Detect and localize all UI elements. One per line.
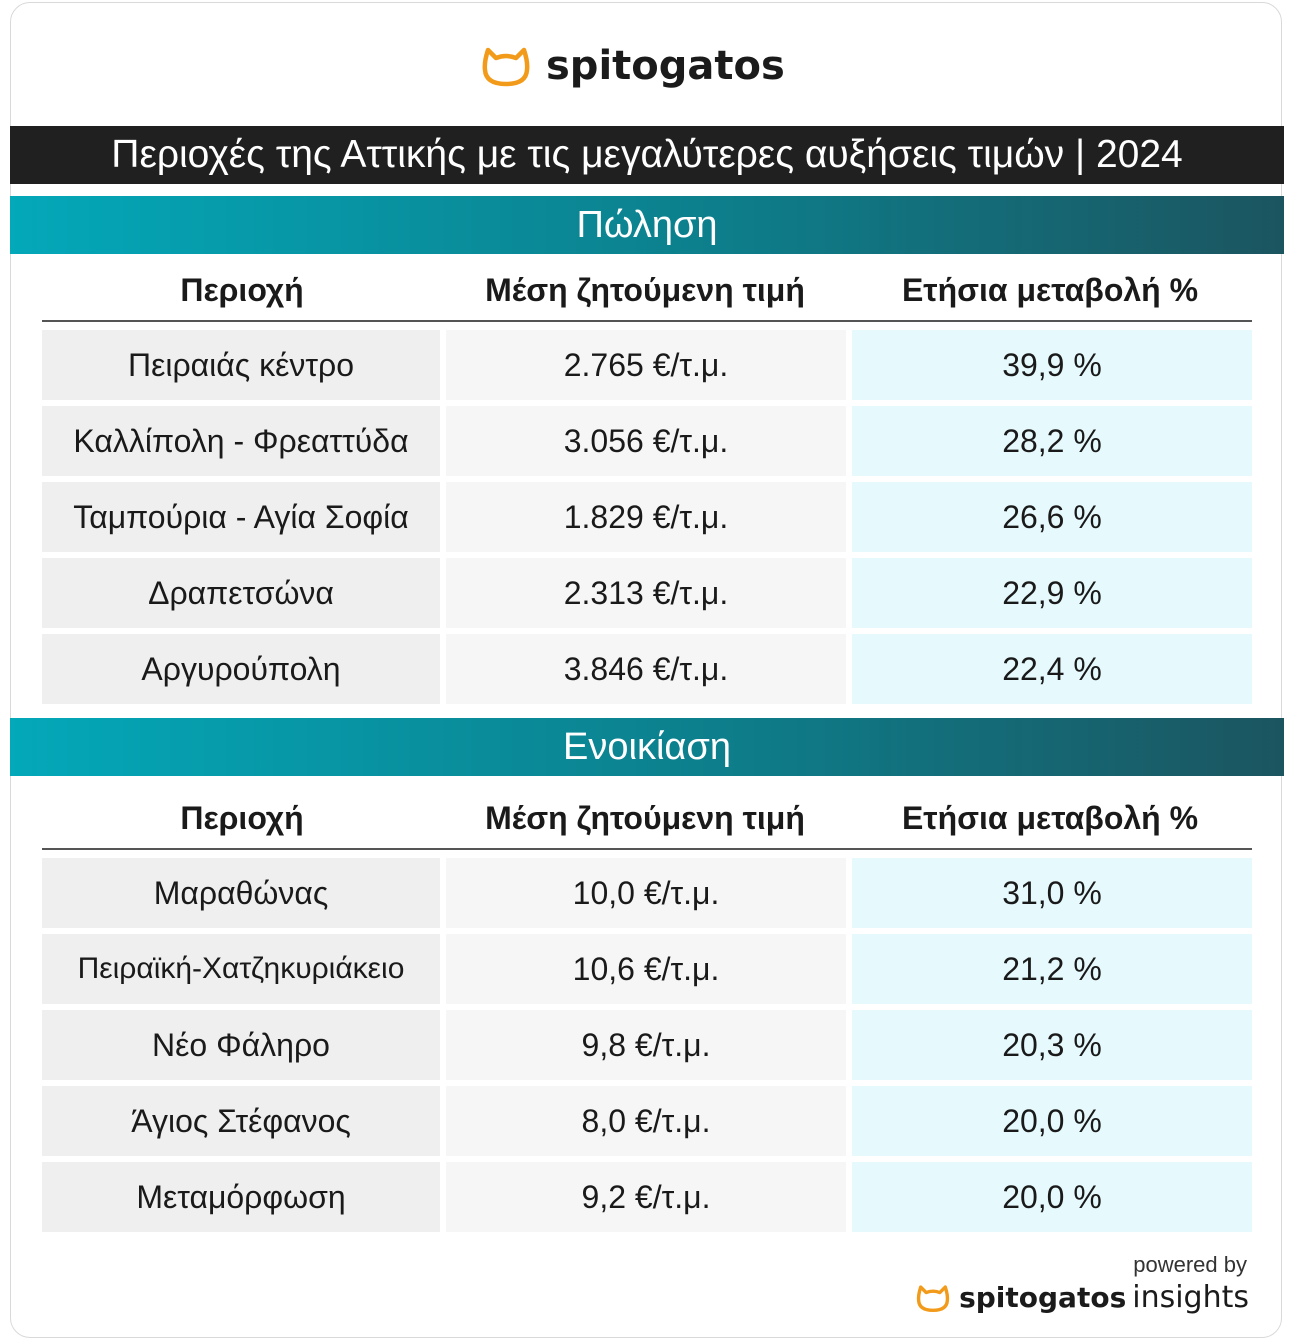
section-title-sale: Πώληση <box>10 196 1284 254</box>
table-row <box>42 1010 1252 1080</box>
price-cell: 2.765 €/τ.μ. <box>446 330 846 400</box>
table-row <box>42 858 1252 928</box>
table-row <box>42 1086 1252 1156</box>
change-cell: 28,2 % <box>852 406 1252 476</box>
change-cell: 22,9 % <box>852 558 1252 628</box>
footer-brand: spitogatos <box>959 1281 1127 1314</box>
change-cell: 26,6 % <box>852 482 1252 552</box>
area-cell: Αργυρούπολη <box>42 634 440 704</box>
price-cell: 10,6 €/τ.μ. <box>446 934 846 1004</box>
table-header-sale <box>42 260 1252 322</box>
area-cell: Νέο Φάληρο <box>42 1010 440 1080</box>
price-cell: 3.056 €/τ.μ. <box>446 406 846 476</box>
column-header-change: Ετήσια μεταβολή % <box>901 799 1199 836</box>
spitogatos-logo <box>480 40 785 92</box>
brand-name: spitogatos <box>546 43 785 89</box>
table-row <box>42 482 1252 552</box>
price-cell: 9,2 €/τ.μ. <box>446 1162 846 1232</box>
table-row <box>42 1162 1252 1232</box>
price-cell: 3.846 €/τ.μ. <box>446 634 846 704</box>
column-header-price: Μέση ζητούμενη τιμή <box>485 799 805 836</box>
column-header-area: Περιοχή <box>180 271 304 308</box>
cat-icon <box>915 1283 951 1313</box>
price-cell: 10,0 €/τ.μ. <box>446 858 846 928</box>
table-row <box>42 934 1252 1004</box>
change-cell: 20,3 % <box>852 1010 1252 1080</box>
footer-product: insights <box>1132 1280 1249 1315</box>
table-header-rent <box>42 788 1252 850</box>
change-cell: 20,0 % <box>852 1086 1252 1156</box>
column-header-area: Περιοχή <box>180 799 304 836</box>
table-row <box>42 558 1252 628</box>
change-cell: 21,2 % <box>852 934 1252 1004</box>
price-cell: 2.313 €/τ.μ. <box>446 558 846 628</box>
page-title: Περιοχές της Αττικής με τις μεγαλύτερες αυξήσεις τιμών | 2024 <box>10 126 1284 184</box>
area-cell: Άγιος Στέφανος <box>42 1086 440 1156</box>
table-row <box>42 406 1252 476</box>
area-cell: Μαραθώνας <box>42 858 440 928</box>
price-cell: 8,0 €/τ.μ. <box>446 1086 846 1156</box>
area-cell: Μεταμόρφωση <box>42 1162 440 1232</box>
area-cell: Πειραϊκή-Χατζηκυριάκειο <box>42 934 440 1004</box>
area-cell: Ταμπούρια - Αγία Σοφία <box>42 482 440 552</box>
column-header-price: Μέση ζητούμενη τιμή <box>485 271 805 308</box>
change-cell: 20,0 % <box>852 1162 1252 1232</box>
area-cell: Δραπετσώνα <box>42 558 440 628</box>
price-cell: 1.829 €/τ.μ. <box>446 482 846 552</box>
powered-by-label: powered by <box>1133 1252 1247 1277</box>
change-cell: 22,4 % <box>852 634 1252 704</box>
cat-icon <box>480 44 532 88</box>
price-cell: 9,8 €/τ.μ. <box>446 1010 846 1080</box>
column-header-change: Ετήσια μεταβολή % <box>901 271 1199 308</box>
table-row <box>42 330 1252 400</box>
area-cell: Καλλίπολη - Φρεαττύδα <box>42 406 440 476</box>
change-cell: 39,9 % <box>852 330 1252 400</box>
change-cell: 31,0 % <box>852 858 1252 928</box>
spitogatos-insights-logo <box>915 1280 1249 1315</box>
area-cell: Πειραιάς κέντρο <box>42 330 440 400</box>
table-row <box>42 634 1252 704</box>
section-title-rent: Ενοικίαση <box>10 718 1284 776</box>
